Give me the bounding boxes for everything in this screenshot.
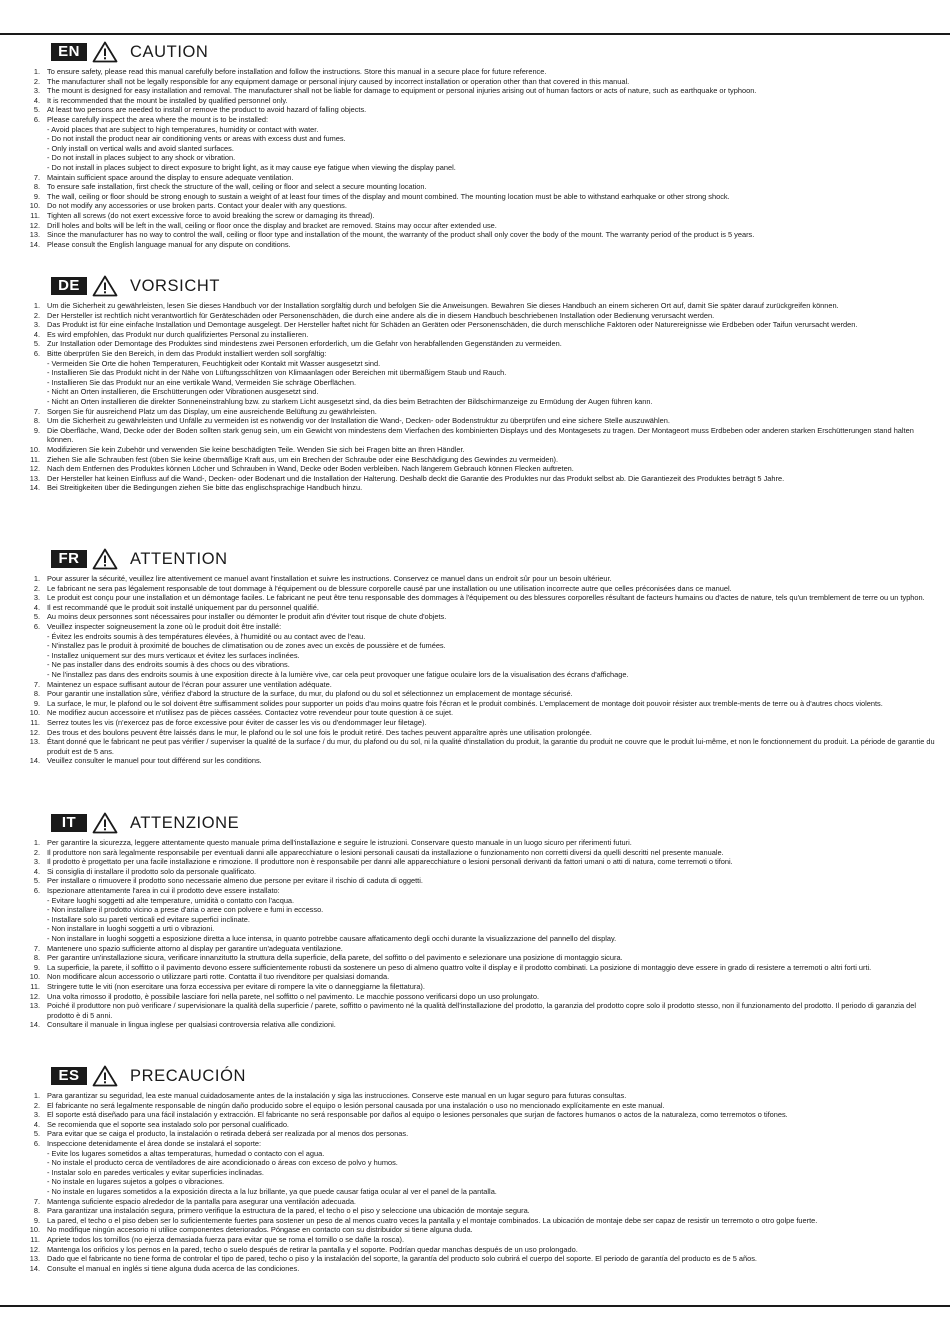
item-text: Pour garantir une installation sûre, vérifiez d'abord la structure de la surface, du mur, du plafond ou du sol et sélectionnez un emplacement de montage sécurisé. xyxy=(47,689,573,699)
caution-item xyxy=(18,1254,942,1264)
item-text: To ensure safe installation, first check the structure of the wall, ceiling or floor and select a secure mounting location. xyxy=(47,182,427,192)
item-number: 10. xyxy=(29,201,40,211)
caution-item xyxy=(18,944,942,954)
item-text: Il prodotto è progettato per una facile installazione e rimozione. Il produttore non è responsabile per danni alle apparecchiature o lesioni personali derivanti da fattori umani o atti di natura, come terremoti o tifoni. xyxy=(47,857,733,867)
item-number: 4. xyxy=(33,95,40,105)
caution-item xyxy=(18,1129,942,1139)
item-number: 10. xyxy=(29,1225,40,1235)
item-number: 11. xyxy=(30,717,40,727)
caution-item xyxy=(18,603,942,613)
item-text: Para garantizar una instalación segura, primero verifique la estructura de la pared, el techo o el piso y seleccione una ubicación de montaje segura. xyxy=(47,1206,530,1216)
item-number: 8. xyxy=(33,182,40,192)
caution-list xyxy=(18,301,942,493)
item-number: 11. xyxy=(30,454,40,464)
item-text: Please consult the English language manual for any dispute on conditions. xyxy=(47,239,291,249)
item-number: 1. xyxy=(33,574,40,583)
caution-item xyxy=(18,584,942,594)
section-title: PRECAUCIÓN xyxy=(130,1067,247,1085)
sub-item: - Ne l'installez pas dans des endroits soumis à une exposition directe à la lumière vive, car cela peut provoquer une fatigue oculaire lors de la visualisation des écrans d'affichage. xyxy=(47,669,629,679)
item-text: Des trous et des boulons peuvent être laissés dans le mur, le plafond ou le sol une fois le produit retiré. Des taches peuvent apparaître après une utilisation prolongée. xyxy=(47,727,592,737)
caution-item xyxy=(18,445,942,455)
item-number: 7. xyxy=(33,1196,40,1206)
item-number: 13. xyxy=(29,1001,40,1011)
caution-item xyxy=(18,680,942,690)
item-text: Stringere tutte le viti (non esercitare una forza eccessiva per evitare di rompere la vite o danneggiarne la filettatura). xyxy=(47,981,425,991)
sub-item: - Installare solo su pareti verticali ed evitare superfici inclinate. xyxy=(47,914,250,924)
caution-item xyxy=(18,192,942,202)
item-text: Il est recommandé que le produit soit installé uniquement par du personnel qualifié. xyxy=(47,602,319,612)
item-text: Maintain sufficient space around the display to ensure adequate ventilation. xyxy=(47,172,294,182)
sub-item: - Do not install in places subject to direct exposure to bright light, as it may cause eye fatigue when viewing the display panel. xyxy=(47,162,456,172)
section-header xyxy=(18,548,942,574)
caution-item xyxy=(18,105,942,115)
item-text: Poiché il produttore non può verificare / supervisionare la qualità della superficie / parete, soffitto o pavimento né la qualità dell'installazione del prodotto, la garanzia del prodotto copre solo il prodotto stesso, non il funzionamento del prodotto. Il periodo di garanzia del prodotto è di 5 anni. xyxy=(47,1001,916,1020)
caution-item xyxy=(18,1206,942,1216)
caution-list xyxy=(18,67,942,249)
sub-item: - Do not install the product near air conditioning vents or areas with excess dust and fumes. xyxy=(47,134,346,144)
item-text: Pour assurer la sécurité, veuillez lire attentivement ce manuel avant l'installation et suivre les instructions. Conservez ce manuel dans un endroit sûr pour un besoin ultérieur. xyxy=(47,574,612,583)
caution-item xyxy=(18,311,942,321)
item-number: 5. xyxy=(33,612,40,622)
caution-item xyxy=(18,848,942,858)
item-number: 4. xyxy=(33,329,40,339)
item-number: 2. xyxy=(33,583,40,593)
item-number: 6. xyxy=(33,1138,40,1148)
item-number: 13. xyxy=(29,1254,40,1264)
caution-item xyxy=(18,972,942,982)
item-text: Consulte el manual en inglés si tiene alguna duda acerca de las condiciones. xyxy=(47,1263,300,1273)
sub-item: - Non installare il prodotto vicino a prese d'aria o aree con polvere e fumi in eccesso. xyxy=(47,905,324,915)
caution-item xyxy=(18,574,942,584)
caution-list xyxy=(18,838,942,1030)
caution-item xyxy=(18,1197,942,1207)
caution-item xyxy=(18,886,942,944)
item-text: Per installare o rimuovere il prodotto sono necessarie almeno due persone per evitare il rischio di caduta di oggetti. xyxy=(47,876,423,886)
item-text: Maintenez un espace suffisant autour de l'écran pour assurer une ventilation adéquate. xyxy=(47,679,332,689)
item-number: 1. xyxy=(33,301,40,310)
caution-item xyxy=(18,173,942,183)
caution-item xyxy=(18,320,942,330)
item-number: 14. xyxy=(29,756,40,766)
item-text: Um die Sicherheit zu gewährleisten und Unfälle zu vermeiden ist es notwendig vor der Installation die Wand-, Decken- oder Bodenstruktur zu überprüfen und eine sichere Stelle auszuwählen. xyxy=(47,416,670,426)
item-text: Au moins deux personnes sont nécessaires pour installer ou démonter le produit afin d'éviter tout risque de chute d'objets. xyxy=(47,612,447,622)
item-text: Se recomienda que el soporte sea instalado solo por personal cualificado. xyxy=(47,1119,289,1129)
item-text: Modifizieren Sie kein Zubehör und verwenden Sie keine beschädigten Teile. Wenden Sie sich bei Fragen bitte an Ihren Händler. xyxy=(47,444,465,454)
sub-item: - Vermeiden Sie Orte die hohen Temperaturen, Feuchtigkeit oder Kontakt mit Wasser ausgesetzt sind. xyxy=(47,358,381,368)
item-number: 10. xyxy=(29,708,40,718)
item-text: Mantenere uno spazio sufficiente attorno al display per garantire un'adeguata ventilazione. xyxy=(47,943,343,953)
item-text: Since the manufacturer has no way to control the wall, ceiling or floor type and installation of the mount, the warranty of the product shall only cover the body of the mount. The warranty period of the product is 5 years. xyxy=(47,230,755,240)
sub-item: - Do not install in places subject to any shock or vibration. xyxy=(47,153,236,163)
language-badge: IT xyxy=(51,814,87,832)
item-number: 1. xyxy=(33,838,40,847)
item-text: Para evitar que se caiga el producto, la instalación o retirada deberá ser realizada por al menos dos personas. xyxy=(47,1129,409,1139)
item-text: Bei Streitigkeiten über die Bedingungen ziehen Sie bitte das englischsprachige Handbuch hinzu. xyxy=(47,483,363,493)
sub-item: - No instale el producto cerca de ventiladores de aire acondicionado o áreas con exceso de polvo y humos. xyxy=(47,1158,398,1168)
item-text: Apriete todos los tornillos (no ejerza demasiada fuerza para evitar que se roma el tornillo o se dañe la rosca). xyxy=(47,1234,404,1244)
item-number: 9. xyxy=(33,962,40,972)
caution-item xyxy=(18,708,942,718)
item-number: 10. xyxy=(29,444,40,454)
language-badge: FR xyxy=(51,550,87,568)
caution-item xyxy=(18,718,942,728)
caution-item xyxy=(18,1245,942,1255)
caution-item xyxy=(18,1120,942,1130)
caution-item xyxy=(18,1110,942,1120)
section-de xyxy=(18,275,942,493)
item-number: 14. xyxy=(29,483,40,493)
caution-item xyxy=(18,86,942,96)
caution-item xyxy=(18,240,942,250)
item-number: 2. xyxy=(33,76,40,86)
item-number: 9. xyxy=(33,191,40,201)
item-number: 9. xyxy=(33,698,40,708)
caution-item xyxy=(18,455,942,465)
item-number: 6. xyxy=(33,885,40,895)
sub-item: - Ne pas installer dans des endroits soumis à des chocs ou des vibrations. xyxy=(47,660,290,670)
item-text: Una volta rimosso il prodotto, è possibile lasciare fori nella parete, nel soffitto o nel pavimento. Le macchie possono verificarsi dopo un uso prolungato. xyxy=(47,991,540,1001)
caution-item xyxy=(18,1225,942,1235)
item-number: 13. xyxy=(29,473,40,483)
item-text: Inspeccione detenidamente el área donde se instalará el soporte: xyxy=(47,1138,262,1148)
sub-item: - Non installare in luoghi soggetti a esposizione diretta a luce intensa, in quanto potrebbe causare affaticamento degli occhi durante la visualizzazione del pannello del display. xyxy=(47,933,617,943)
caution-item xyxy=(18,407,942,417)
caution-item xyxy=(18,211,942,221)
top-rule xyxy=(0,33,950,35)
caution-item xyxy=(18,182,942,192)
item-number: 8. xyxy=(33,1206,40,1216)
item-text: Per garantire la sicurezza, leggere attentamente questo manuale prima dell'installazione e seguire le istruzioni. Conservare questo manuale in un luogo sicuro per riferimenti futuri. xyxy=(47,838,632,847)
item-text: Es wird empfohlen, das Produkt nur durch qualifiziertes Personal zu installieren. xyxy=(47,329,309,339)
item-number: 3. xyxy=(33,86,40,96)
sub-item: - Nicht an Orten installieren die direkter Sonneneinstrahlung bzw. zu starkem Licht ausgesetzt sind, da dies beim Betrachten der Bildschirmanzeige zu Ermüdung der Augen führen kann. xyxy=(47,396,653,406)
sub-item: - Avoid places that are subject to high temperatures, humidity or contact with water. xyxy=(47,124,319,134)
warning-triangle-icon xyxy=(92,41,118,63)
item-text: Der Hersteller hat keinen Einfluss auf die Wand-, Decken- oder Bodenart und die Installation der Halterung. Deshalb deckt die Garantie des Produktes nur das Produkt selbst ab. Die Garantiezeit des Produktes beträgt 5 Jahre. xyxy=(47,473,785,483)
sub-item: - Instalar solo en paredes verticales y evitar superficies inclinadas. xyxy=(47,1167,264,1177)
sub-item: - Only install on vertical walls and avoid slanted surfaces. xyxy=(47,143,234,153)
caution-item xyxy=(18,330,942,340)
item-text: El soporte está diseñado para una fácil instalación y extracción. El fabricante no será responsable por daños al equipo o lesiones personales que surjan de factores humanos o actos de la naturaleza, como terremotos o tifones. xyxy=(47,1110,788,1120)
item-text: Serrez toutes les vis (n'exercez pas de force excessive pour éviter de casser les vis ou d'endommager leur filetage). xyxy=(47,717,427,727)
item-number: 12. xyxy=(29,1244,40,1254)
item-number: 12. xyxy=(29,464,40,474)
caution-item xyxy=(18,1139,942,1197)
sub-item: - No instale en lugares sometidos a la exposición directa a la luz brillante, ya que puede causar fatiga ocular al ver el panel de la pantalla. xyxy=(47,1186,497,1196)
item-number: 11. xyxy=(30,1234,40,1244)
item-text: Zur Installation oder Demontage des Produktes sind mindestens zwei Personen erforderlich, um die Gefahr von herabfallenden Gegenständen zu vermeiden. xyxy=(47,339,562,349)
caution-item xyxy=(18,1020,942,1030)
sub-item: - Installez uniquement sur des murs verticaux et évitez les surfaces inclinées. xyxy=(47,650,300,660)
section-title: CAUTION xyxy=(130,43,209,61)
sub-item: - Nicht an Orten installieren, die Erschütterungen oder Vibrationen ausgesetzt sind. xyxy=(47,387,319,397)
item-text: Le fabricant ne sera pas légalement responsable de tout dommage à l'équipement ou de blessure corporelle causé par une installation ou une utilisation incorrecte autre que celles préconisées dans ce manuel. xyxy=(47,583,732,593)
item-number: 8. xyxy=(33,416,40,426)
item-text: Étant donné que le fabricant ne peut pas vérifier / superviser la qualité de la surface / du mur, du plafond ou du sol, ni la qualité d'installation du produit, la garantie du produit ne couvre que le produit lui-même, et non le fonctionnement du produit. La période de garantie du produit est de 5 ans. xyxy=(47,737,935,756)
language-badge: ES xyxy=(51,1067,87,1085)
item-number: 7. xyxy=(33,172,40,182)
item-text: Drill holes and bolts will be left in the wall, ceiling or floor once the display and bracket are removed. Stains may occur after extended use. xyxy=(47,220,497,230)
caution-item xyxy=(18,992,942,1002)
caution-item xyxy=(18,1091,942,1101)
item-text: La superficie, la parete, il soffitto o il pavimento devono essere sufficientemente robusti da sostenere un peso di almeno quattro volte il display e il prodotto combinati. La posizione di montaggio deve essere in grado di resistere a terremoti o altri forti urti. xyxy=(47,962,872,972)
caution-item xyxy=(18,857,942,867)
caution-item xyxy=(18,1264,942,1274)
item-number: 7. xyxy=(33,943,40,953)
item-number: 3. xyxy=(33,593,40,603)
item-number: 3. xyxy=(33,857,40,867)
item-text: Veuillez inspecter soigneusement la zone où le produit doit être installé: xyxy=(47,621,282,631)
item-number: 5. xyxy=(33,876,40,886)
language-badge: DE xyxy=(51,277,87,295)
sub-item: - Installieren Sie das Produkt nur an eine vertikale Wand, Vermeiden Sie schräge Oberflächen. xyxy=(47,377,357,387)
item-text: Veuillez consulter le manuel pour tout différend sur les conditions. xyxy=(47,756,262,766)
item-number: 13. xyxy=(29,737,40,747)
sub-item: - Évitez les endroits soumis à des températures élevées, à l'humidité ou au contact avec de l'eau. xyxy=(47,631,366,641)
warning-triangle-icon xyxy=(92,548,118,570)
caution-item xyxy=(18,416,942,426)
item-number: 14. xyxy=(29,1263,40,1273)
item-text: The manufacturer shall not be legally responsible for any equipment damage or personal injury caused by incorrect installation or operation other than that covered in this manual. xyxy=(47,76,630,86)
item-text: Nach dem Entfernen des Produktes können Löcher und Schrauben in Wand, Decke oder Boden verbleiben. Nach längerem Gebrauch können Flecken auftreten. xyxy=(47,464,574,474)
section-header xyxy=(18,1065,942,1091)
item-number: 9. xyxy=(33,425,40,435)
section-header xyxy=(18,812,942,838)
caution-item xyxy=(18,876,942,886)
section-title: VORSICHT xyxy=(130,277,221,295)
caution-item xyxy=(18,1001,942,1020)
caution-item xyxy=(18,756,942,766)
item-text: At least two persons are needed to install or remove the product to avoid hazard of falling objects. xyxy=(47,105,367,115)
section-header xyxy=(18,275,942,301)
caution-item xyxy=(18,483,942,493)
caution-item xyxy=(18,867,942,877)
caution-item xyxy=(18,699,942,709)
item-number: 1. xyxy=(33,1091,40,1100)
item-number: 7. xyxy=(33,679,40,689)
item-text: Bitte überprüfen Sie den Bereich, in dem das Produkt installiert werden soll sorgfältig: xyxy=(47,348,327,358)
item-number: 13. xyxy=(29,230,40,240)
caution-item xyxy=(18,953,942,963)
item-number: 3. xyxy=(33,1110,40,1120)
caution-item xyxy=(18,612,942,622)
caution-item xyxy=(18,982,942,992)
item-text: The mount is designed for easy installation and removal. The manufacturer shall not be liable for damage to equipment or personal injuries arising out of human factors or acts of nature, such as earthquake or typhoon. xyxy=(47,86,757,96)
caution-item xyxy=(18,349,942,407)
item-text: Mantenga suficiente espacio alrededor de la pantalla para asegurar una ventilación adecuada. xyxy=(47,1196,356,1206)
caution-item xyxy=(18,96,942,106)
caution-item xyxy=(18,474,942,484)
item-text: Die Oberfläche, Wand, Decke oder der Boden sollten stark genug sein, um ein Gewicht von mindestens dem Vierfachen des kombinierten Displays und des Montagesets zu tragen. Der Montageort muss Erdbeben oder anderen starken Erschütterungen stand halten können. xyxy=(47,425,914,445)
item-number: 6. xyxy=(33,348,40,358)
warning-triangle-icon xyxy=(92,1065,118,1087)
caution-item xyxy=(18,221,942,231)
item-number: 11. xyxy=(30,981,40,991)
caution-item xyxy=(18,339,942,349)
item-text: Das Produkt ist für eine einfache Installation und Demontage ausgelegt. Der Hersteller haftet nicht für Schäden an Geräten oder Personenschäden, die durch menschliche Faktoren oder Naturereignisse wie Erdbeben oder Taifun verursacht werden. xyxy=(47,320,858,330)
item-number: 6. xyxy=(33,621,40,631)
caution-item xyxy=(18,838,942,848)
caution-item xyxy=(18,1216,942,1226)
section-es xyxy=(18,1065,942,1273)
item-number: 12. xyxy=(29,220,40,230)
caution-item xyxy=(18,737,942,756)
item-number: 4. xyxy=(33,866,40,876)
item-text: Il produttore non sarà legalmente responsabile per eventuali danni alle apparecchiature o lesioni personali causati da installazione o funzionamento non corretti diversi da quelli descritti nel presente manuale. xyxy=(47,847,724,857)
item-text: La surface, le mur, le plafond ou le sol doivent être suffisamment solides pour supporter un poids d'au moins quatre fois l'écran et le produit combinés. L'emplacement de montage doit pouvoir résister aux tremble-ments de terre ou à d'autres chocs violents. xyxy=(47,698,883,708)
item-number: 1. xyxy=(33,67,40,76)
item-number: 2. xyxy=(33,1100,40,1110)
sub-item: - Evitare luoghi soggetti ad alte temperature, umidità o contatto con l'acqua. xyxy=(47,895,295,905)
item-text: It is recommended that the mount be installed by qualified personnel only. xyxy=(47,95,288,105)
caution-list xyxy=(18,574,942,766)
caution-item xyxy=(18,464,942,474)
caution-item xyxy=(18,301,942,311)
item-text: El fabricante no será legalmente responsable de ningún daño producido sobre el equipo o lesión personal causada por una instalación o uso no mencionado explícitamente en este manual. xyxy=(47,1100,665,1110)
item-text: Do not modify any accessories or use broken parts. Contact your dealer with any questions. xyxy=(47,201,347,211)
section-header xyxy=(18,41,942,67)
sub-item: - Non installare in luoghi soggetti a urti o vibrazioni. xyxy=(47,924,215,934)
warning-triangle-icon xyxy=(92,275,118,297)
item-number: 6. xyxy=(33,114,40,124)
item-number: 3. xyxy=(33,320,40,330)
caution-item xyxy=(18,622,942,680)
section-title: ATTENZIONE xyxy=(130,814,240,832)
item-text: Le produit est conçu pour une installation et un démontage faciles. Le fabricant ne peut être tenu responsable des dommages à l'équipement ou des blessures corporelles résultant de facteurs humains ou d'actes de nature, tels qu'un tremblement de terre ou un typhon. xyxy=(47,593,925,603)
section-title: ATTENTION xyxy=(130,550,228,568)
warning-triangle-icon xyxy=(92,812,118,834)
item-number: 8. xyxy=(33,689,40,699)
item-text: The wall, ceiling or floor should be strong enough to sustain a weight of at least four times of the display and mount combined. The mounting location must be able to withstand earhquake or other strong shock. xyxy=(47,191,730,201)
caution-item xyxy=(18,115,942,173)
item-number: 9. xyxy=(33,1215,40,1225)
item-number: 4. xyxy=(33,602,40,612)
item-text: Dado que el fabricante no tiene forma de controlar el tipo de pared, techo o piso y la instalación del soporte, la garantía del producto solo cubrirá el cuerpo del soporte. El periodo de garantía del producto es de 5 años. xyxy=(47,1254,757,1264)
item-number: 5. xyxy=(33,339,40,349)
item-number: 10. xyxy=(29,972,40,982)
caution-item xyxy=(18,593,942,603)
section-fr xyxy=(18,548,942,766)
item-number: 12. xyxy=(29,727,40,737)
item-number: 4. xyxy=(33,1119,40,1129)
item-number: 8. xyxy=(33,953,40,963)
item-text: Si consiglia di installare il prodotto solo da personale qualificato. xyxy=(47,866,257,876)
item-text: Para garantizar su seguridad, lea este manual cuidadosamente antes de la instalación y siga las instrucciones. Conserve este manual en un lugar seguro para futuras consultas. xyxy=(47,1091,627,1100)
item-text: Non modificare alcun accessorio o utilizzare parti rotte. Contatta il tuo rivenditore per qualsiasi domanda. xyxy=(47,972,390,982)
caution-item xyxy=(18,67,942,77)
item-text: Tighten all screws (do not exert excessive force to avoid breaking the screw or damaging its thread). xyxy=(47,210,375,220)
item-text: Ziehen Sie alle Schrauben fest (üben Sie keine übermäßige Kraft aus, um ein Brechen der Schraube oder eine Beschädigung des Gewindes zu vermeiden). xyxy=(47,454,559,464)
caution-item xyxy=(18,963,942,973)
item-text: Consultare il manuale in lingua inglese per qualsiasi controversia relativa alle condizioni. xyxy=(47,1020,336,1030)
caution-list xyxy=(18,1091,942,1273)
item-number: 7. xyxy=(33,406,40,416)
caution-item xyxy=(18,1235,942,1245)
item-text: No modifique ningún accesorio ni utilice componentes deteriorados. Póngase en contacto con su distribuidor si tiene alguna duda. xyxy=(47,1225,473,1235)
language-badge: EN xyxy=(51,43,87,61)
item-text: Mantenga los orificios y los pernos en la pared, techo o suelo después de retirar la pantalla y el soporte. Podrían quedar manchas después de un uso prolongado. xyxy=(47,1244,578,1254)
caution-item xyxy=(18,689,942,699)
item-text: Per garantire un'installazione sicura, verificare innanzitutto la struttura della superficie, della parete, del soffitto o del pavimento e selezionare una posizione di montaggio sicura. xyxy=(47,953,623,963)
caution-item xyxy=(18,728,942,738)
sub-item: - Installieren Sie das Produkt nicht in der Nähe von Lüftungsschlitzen von Klimaanlagen oder Bereichen mit übermäßigem Staub und Rauch. xyxy=(47,368,507,378)
item-number: 2. xyxy=(33,847,40,857)
item-text: Um die Sicherheit zu gewährleisten, lesen Sie dieses Handbuch vor der Installation sorgfältig durch und befolgen Sie die Anweisungen. Bewahren Sie dieses Handbuch an einem sicheren Ort auf, damit Sie später darauf zurückgreifen können. xyxy=(47,301,839,310)
item-number: 11. xyxy=(30,210,40,220)
item-text: Please carefully inspect the area where the mount is to be installed: xyxy=(47,114,269,124)
item-number: 2. xyxy=(33,310,40,320)
item-text: To ensure safety, please read this manual carefully before installation and follow the instructions. Store this manual in a secure place for future reference. xyxy=(47,67,547,76)
item-number: 5. xyxy=(33,1129,40,1139)
bottom-rule xyxy=(0,1305,950,1307)
item-text: Ispezionare attentamente l'area in cui il prodotto deve essere installato: xyxy=(47,885,280,895)
caution-item xyxy=(18,201,942,211)
sub-item: - Evite los lugares sometidos a altas temperaturas, humedad o contacto con el agua. xyxy=(47,1148,325,1158)
caution-item xyxy=(18,426,942,445)
item-number: 14. xyxy=(29,1020,40,1030)
section-en xyxy=(18,41,942,249)
item-text: Der Hersteller ist rechtlich nicht verantwortlich für Geräteschäden oder Personenschäden, die durch eine andere als die in diesem Handbuch beschriebenen Installation oder Bedienung verursacht werden. xyxy=(47,310,715,320)
sub-item: - No instale en lugares sujetos a golpes o vibraciones. xyxy=(47,1177,225,1187)
caution-item xyxy=(18,77,942,87)
item-number: 5. xyxy=(33,105,40,115)
caution-item xyxy=(18,230,942,240)
item-text: Sorgen Sie für ausreichend Platz um das Display, um eine ausreichende Belüftung zu gewährleisten. xyxy=(47,406,377,416)
section-it xyxy=(18,812,942,1030)
item-number: 12. xyxy=(29,991,40,1001)
item-text: Ne modifiez aucun accessoire et n'utilisez pas de pièces cassées. Contactez votre revendeur pour toute question à ce sujet. xyxy=(47,708,454,718)
caution-item xyxy=(18,1101,942,1111)
item-number: 14. xyxy=(29,239,40,249)
item-text: La pared, el techo o el piso deben ser lo suficientemente fuertes para sostener un peso de al menos cuatro veces la pantalla y el montaje combinados. La ubicación de montaje debe ser capaz de resistir un terremoto o otro golpe fuerte. xyxy=(47,1215,818,1225)
sub-item: - N'installez pas le produit à proximité de bouches de climatisation ou de zones avec un excès de poussière et de fumées. xyxy=(47,641,446,651)
